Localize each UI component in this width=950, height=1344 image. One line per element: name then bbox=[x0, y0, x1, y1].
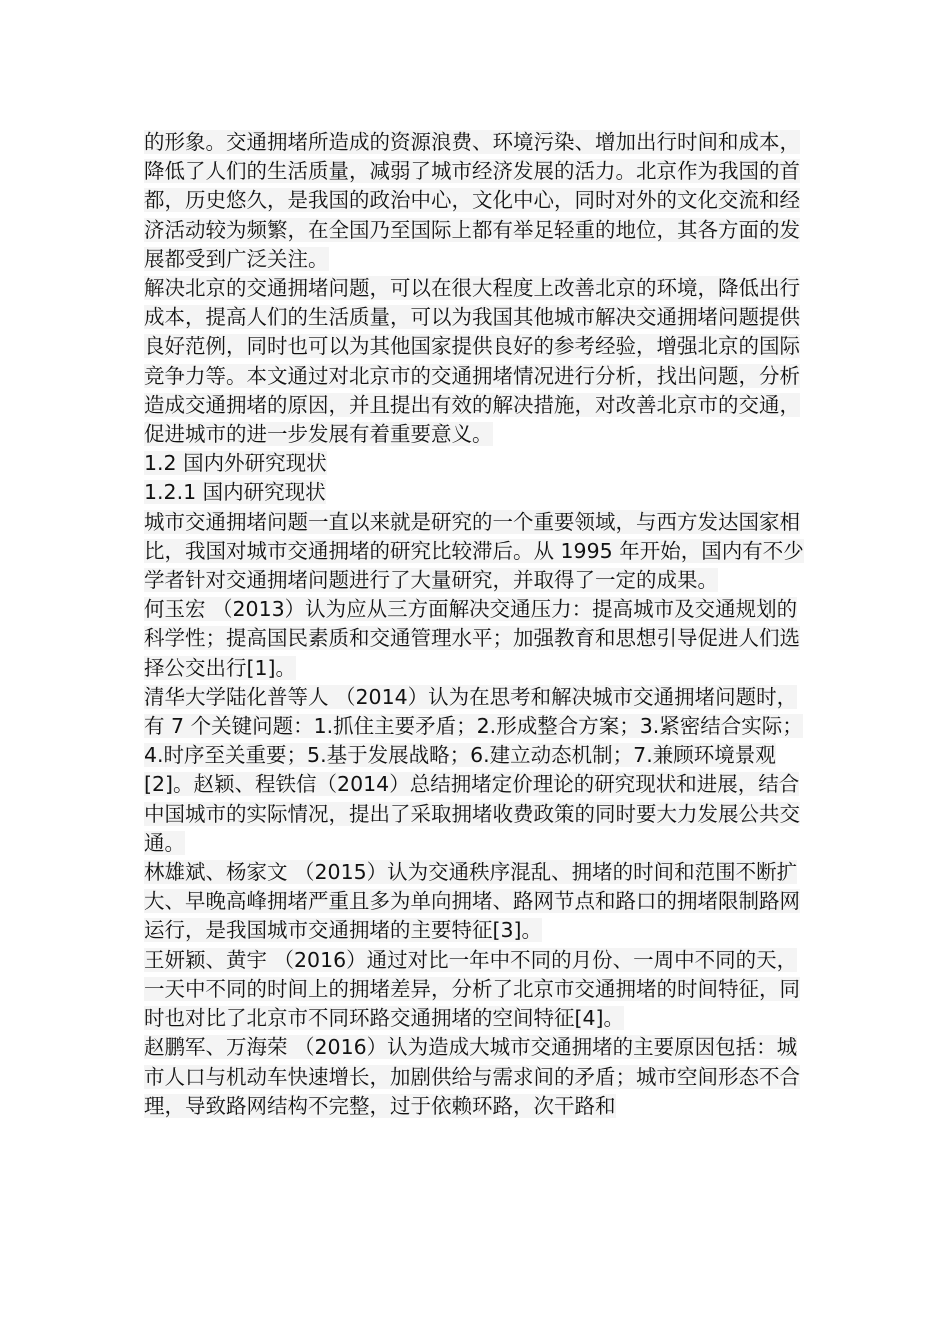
paragraph-text: 王妍颖、黄宇 （2016）通过对比一年中不同的月份、一周中不同的天，一天中不同的时间上的拥堵差异，分析了北京市交通拥堵的时间特征，同时也对比了北京市不同环路交通拥堵的空间特征[4]。 bbox=[144, 947, 800, 1031]
paragraph-text: 城市交通拥堵问题一直以来就是研究的一个重要领域，与西方发达国家相比，我国对城市交通拥堵的研究比较滞后。从 1995 年开始，国内有不少学者针对交通拥堵问题进行了大量研究，并取得了一定的成果。 bbox=[144, 509, 804, 593]
document-body bbox=[144, 128, 804, 1121]
heading-text: 1.2 国内外研究现状 bbox=[144, 451, 327, 476]
paragraph-text: 清华大学陆化普等人 （2014）认为在思考和解决城市交通拥堵问题时，有 7 个关键问题：1.抓住主要矛盾；2.形成整合方案；3.紧密结合实际；4.时序至关重要；5.基于发展战略；6.建立动态机制；7.兼顾环境景观[2]。赵颖、程铁信（2014）总结拥堵定价理论的研究现状和进展，结合中国城市的实际情况，提出了采取拥堵收费政策的同时要大力发展公共交通。 bbox=[144, 684, 803, 855]
section-heading bbox=[144, 449, 804, 478]
paragraph-background bbox=[144, 128, 804, 274]
paragraph-reference-2 bbox=[144, 683, 804, 858]
paragraph-reference-1 bbox=[144, 595, 804, 683]
paragraph-text: 赵鹏军、万海荣 （2016）认为造成大城市交通拥堵的主要原因包括：城市人口与机动车快速增长，加剧供给与需求间的矛盾；城市空间形态不合理，导致路网结构不完整，过于依赖环路，次干路和 bbox=[144, 1035, 800, 1118]
paragraph-significance bbox=[144, 274, 804, 449]
paragraph-text: 林雄斌、杨家文 （2015）认为交通秩序混乱、拥堵的时间和范围不断扩大、早晚高峰拥堵严重且多为单向拥堵、路网节点和路口的拥堵限制路网运行，是我国城市交通拥堵的主要特征[3]。 bbox=[144, 860, 800, 943]
paragraph-text: 解决北京的交通拥堵问题，可以在很大程度上改善北京的环境，降低出行成本，提高人们的生活质量，可以为我国其他城市解决交通拥堵问题提供良好范例，同时也可以为其他国家提供良好的参考经验，增强北京的国际竞争力等。本文通过对北京市的交通拥堵情况进行分析，找出问题，分析造成交通拥堵的原因，并且提出有效的解决措施，对改善北京市的交通，促进城市的进一步发展有着重要意义。 bbox=[144, 276, 800, 447]
paragraph-text: 何玉宏 （2013）认为应从三方面解决交通压力：提高城市及交通规划的科学性；提高国民素质和交通管理水平；加强教育和思想引导促进人们选择公交出行[1]。 bbox=[144, 597, 800, 680]
paragraph-intro bbox=[144, 508, 804, 596]
paragraph-text: 的形象。交通拥堵所造成的资源浪费、环境污染、增加出行时间和成本，降低了人们的生活质量，减弱了城市经济发展的活力。北京作为我国的首都，历史悠久，是我国的政治中心，文化中心，同时对外的文化交流和经济活动较为频繁，在全国乃至国际上都有举足轻重的地位，其各方面的发展都受到广泛关注。 bbox=[144, 130, 800, 271]
subsection-heading bbox=[144, 478, 804, 507]
paragraph-reference-3 bbox=[144, 858, 804, 946]
heading-text: 1.2.1 国内研究现状 bbox=[144, 480, 326, 505]
paragraph-reference-4 bbox=[144, 946, 804, 1034]
paragraph-reference-5 bbox=[144, 1033, 804, 1121]
